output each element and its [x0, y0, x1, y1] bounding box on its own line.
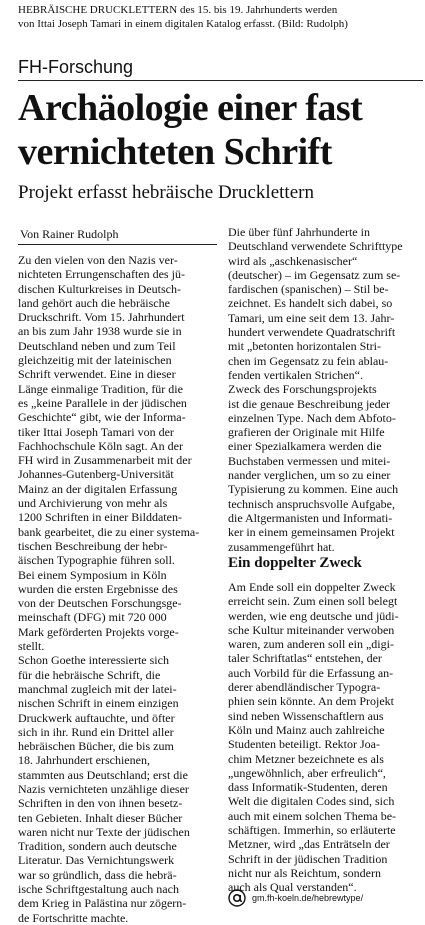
article-column-right-top — [228, 225, 423, 554]
text-line: Johannes-Gutenberg-Universität — [18, 467, 174, 482]
text-line: ist die genaue Beschreibung jeder — [228, 396, 390, 411]
photo-caption — [18, 3, 423, 31]
text-line: waren, zum anderen soll ein „digi- — [228, 637, 394, 652]
text-line: „ungewöhnlich, aber erfreulich“, — [228, 765, 386, 780]
text-line: Schrift verwendet. Eine in dieser — [18, 367, 176, 382]
text-line: Köln und Mainz auch zahlreiche — [228, 722, 385, 737]
text-line: wird als „aschkenasischer“ — [228, 253, 358, 268]
article-footer — [228, 889, 423, 907]
text-line: nischen Schrift in einem einzigen — [18, 696, 179, 711]
text-line: chen im Gegensatz zu fein ablau- — [228, 353, 389, 368]
text-line: es „keine Parallele in der jüdischen — [18, 395, 187, 410]
text-line: sche Kultur miteinander verwoben — [228, 622, 395, 637]
section-heading: Ein doppelter Zweck — [228, 555, 362, 571]
text-line: für die hebräische Schrift, die — [18, 667, 161, 682]
text-line: chim Metzner bezeichnete es als — [228, 751, 384, 766]
text-line: Deutschland verwendete Schrifttype — [228, 239, 403, 254]
text-line: manchmal zugleich mit der latei- — [18, 681, 177, 696]
text-line: nichteten Errungenschaften des jü- — [18, 267, 185, 282]
text-line: waren nicht nur Texte der jüdischen — [18, 824, 190, 839]
text-line: Schriften in den von ihnen besetz- — [18, 796, 183, 811]
text-line: von der Deutschen Forschungsge- — [18, 596, 182, 611]
text-line: Studenten beteiligt. Rektor Joa- — [228, 737, 380, 752]
text-line: ische Schriftgestaltung auch nach — [18, 882, 179, 897]
headline-line: vernichteten Schrift — [18, 131, 332, 173]
text-line: sich in ihr. Rund ein Drittel aller — [18, 724, 174, 739]
text-line: Tamari, um eine seit dem 13. Jahr- — [228, 310, 395, 325]
at-sign-icon — [228, 889, 246, 907]
text-line: Die über fünf Jahrhunderte in — [228, 225, 370, 239]
text-line: Tradition, sondern auch deutsche — [18, 839, 177, 854]
text-line: auch mit einem solchen Thema be- — [228, 808, 397, 823]
text-line: derer abendländischer Typogra- — [228, 680, 381, 695]
text-line: zusammengeführt hat. — [228, 539, 335, 554]
text-line: land gehört auch die hebräische — [18, 295, 170, 310]
text-line: hundert verwendete Quadratschrift — [228, 325, 396, 340]
text-line: fardischen (spanischen) – Stil be- — [228, 282, 389, 297]
text-line: Am Ende soll ein doppelter Zweck — [228, 580, 396, 594]
text-line: ker in einem gemeinsamen Projekt — [228, 525, 395, 540]
kicker-divider — [18, 80, 423, 81]
caption-line: von Ittai Joseph Tamari in einem digitalen Katalog erfasst. (Bild: Rudolph) — [18, 18, 348, 30]
text-line: Mark geförderten Projekts vorge- — [18, 624, 179, 639]
text-line: werden, wie eng deutsche und jüdi- — [228, 608, 399, 623]
text-line: und Archivierung von mehr als — [18, 496, 168, 511]
text-line: technisch anspruchsvolle Aufgabe, — [228, 496, 395, 511]
text-line: die Altgermanisten und Informati- — [228, 510, 393, 525]
text-line: schäftigen. Immerhin, so erläuterte — [228, 823, 396, 838]
article-column-right-bottom — [228, 580, 423, 895]
text-line: fenden vertikalen Strichen“. — [228, 367, 363, 382]
text-line: stellt. — [18, 639, 45, 654]
text-line: war so gründlich, dass die hebrä- — [18, 867, 177, 882]
text-line: auch Vorbild für die Erfassung an- — [228, 665, 394, 680]
text-line: 18. Jahrhundert erschienen, — [18, 753, 150, 768]
source-url-link[interactable]: gm.fh-koeln.de/hebrewtype/ — [252, 893, 364, 903]
text-line: Geschichte“ gibt, wie der Informa- — [18, 410, 186, 425]
text-line: Deutschland neben und zum Teil — [18, 338, 176, 353]
text-line: zeichnet. Es handelt sich dabei, so — [228, 296, 393, 311]
text-line: einer Spezialkamera werden die — [228, 439, 382, 454]
article-column-left — [18, 253, 218, 925]
text-line: Nazis vernichteten unzählige dieser — [18, 781, 189, 796]
headline-line: Archäologie einer fast — [18, 87, 363, 129]
text-line: dem Krieg in Palästina nur zögern- — [18, 896, 187, 911]
text-line: Literatur. Das Vernichtungswerk — [18, 853, 175, 868]
text-line: Welt die digitalen Codes sind, sich — [228, 794, 395, 809]
text-line: Zweck des Forschungsprojekts — [228, 382, 377, 397]
text-line: dass Informatik-Studenten, deren — [228, 780, 388, 795]
text-line: äischen Typographie führen soll. — [18, 553, 175, 568]
text-line: einzelnen Type. Nach dem Abfoto- — [228, 410, 396, 425]
text-line: Druckwerk auftauchte, und öfter — [18, 710, 175, 725]
text-line: mit „betonten horizontalen Stri- — [228, 339, 381, 354]
text-line: Druckschrift. Vom 15. Jahrhundert — [18, 310, 185, 325]
text-line: bank gearbeitet, die zu einer systema- — [18, 524, 200, 539]
text-line: Schon Goethe interessierte sich — [18, 653, 169, 668]
text-line: FH wird in Zusammenarbeit mit der — [18, 453, 192, 468]
text-line: Länge einmalige Tradition, für die — [18, 381, 183, 396]
article-headline — [18, 86, 423, 174]
text-line: wurden die ersten Ergebnisse des — [18, 581, 178, 596]
text-line: Schrift in der jüdischen Tradition — [228, 851, 388, 866]
text-line: de Fortschritte machte. — [18, 910, 129, 925]
text-line: erreicht sein. Zum einen soll belegt — [228, 594, 398, 609]
text-line: an bis zum Jahr 1938 wurde sie in — [18, 324, 182, 339]
text-line: meinschaft (DFG) mit 720 000 — [18, 610, 167, 625]
text-line: phien sein könnte. An dem Projekt — [228, 694, 394, 709]
text-line: grafieren der Originale mit Hilfe — [228, 425, 385, 440]
text-line: dischen Kulturkreises in Deutsch- — [18, 281, 181, 296]
text-line: nander verglichen, um so zu einer — [228, 468, 391, 483]
text-line: Bei einem Symposium in Köln — [18, 567, 167, 582]
text-line: Buchstaben vermessen und mitei- — [228, 453, 391, 468]
text-line: 1200 Schriften in einer Bilddaten- — [18, 510, 182, 525]
text-line: Metzner, wird „das Enträtseln der — [228, 837, 390, 852]
text-line: tischen Beschreibung der hebr- — [18, 538, 168, 553]
text-line: sind neben Wissenschaftlern aus — [228, 708, 384, 723]
text-line: nicht nur als Reichtum, sondern — [228, 865, 381, 880]
text-line: (deutscher) – im Gegensatz zum se- — [228, 267, 401, 282]
text-line: Zu den vielen von den Nazis ver- — [18, 253, 178, 267]
kicker-label: FH-Forschung — [18, 57, 134, 77]
text-line: ten Gebieten. Inhalt dieser Bücher — [18, 810, 183, 825]
text-line: hebräischen Bücher, die bis zum — [18, 739, 174, 754]
byline-divider — [18, 244, 217, 245]
text-line: Fachhochschule Köln sagt. An der — [18, 438, 183, 453]
article-subheadline: Projekt erfasst hebräische Drucklettern — [18, 182, 314, 203]
text-line: stammten aus Deutschland; erst die — [18, 767, 188, 782]
caption-line: HEBRÄISCHE DRUCKLETTERN des 15. bis 19. Jahrhunderts werden — [18, 4, 338, 16]
text-line: gleichzeitig mit der lateinischen — [18, 353, 172, 368]
text-line: auch als Qual verstanden“. — [228, 880, 357, 895]
text-line: taler Schriftatlas“ entstehen, der — [228, 651, 382, 666]
text-line: Typisierung zu kommen. Eine auch — [228, 482, 399, 497]
text-line: tiker Ittai Joseph Tamari von der — [18, 424, 174, 439]
article-byline: Von Rainer Rudolph — [20, 227, 119, 241]
text-line: Mainz an der digitalen Erfassung — [18, 481, 178, 496]
